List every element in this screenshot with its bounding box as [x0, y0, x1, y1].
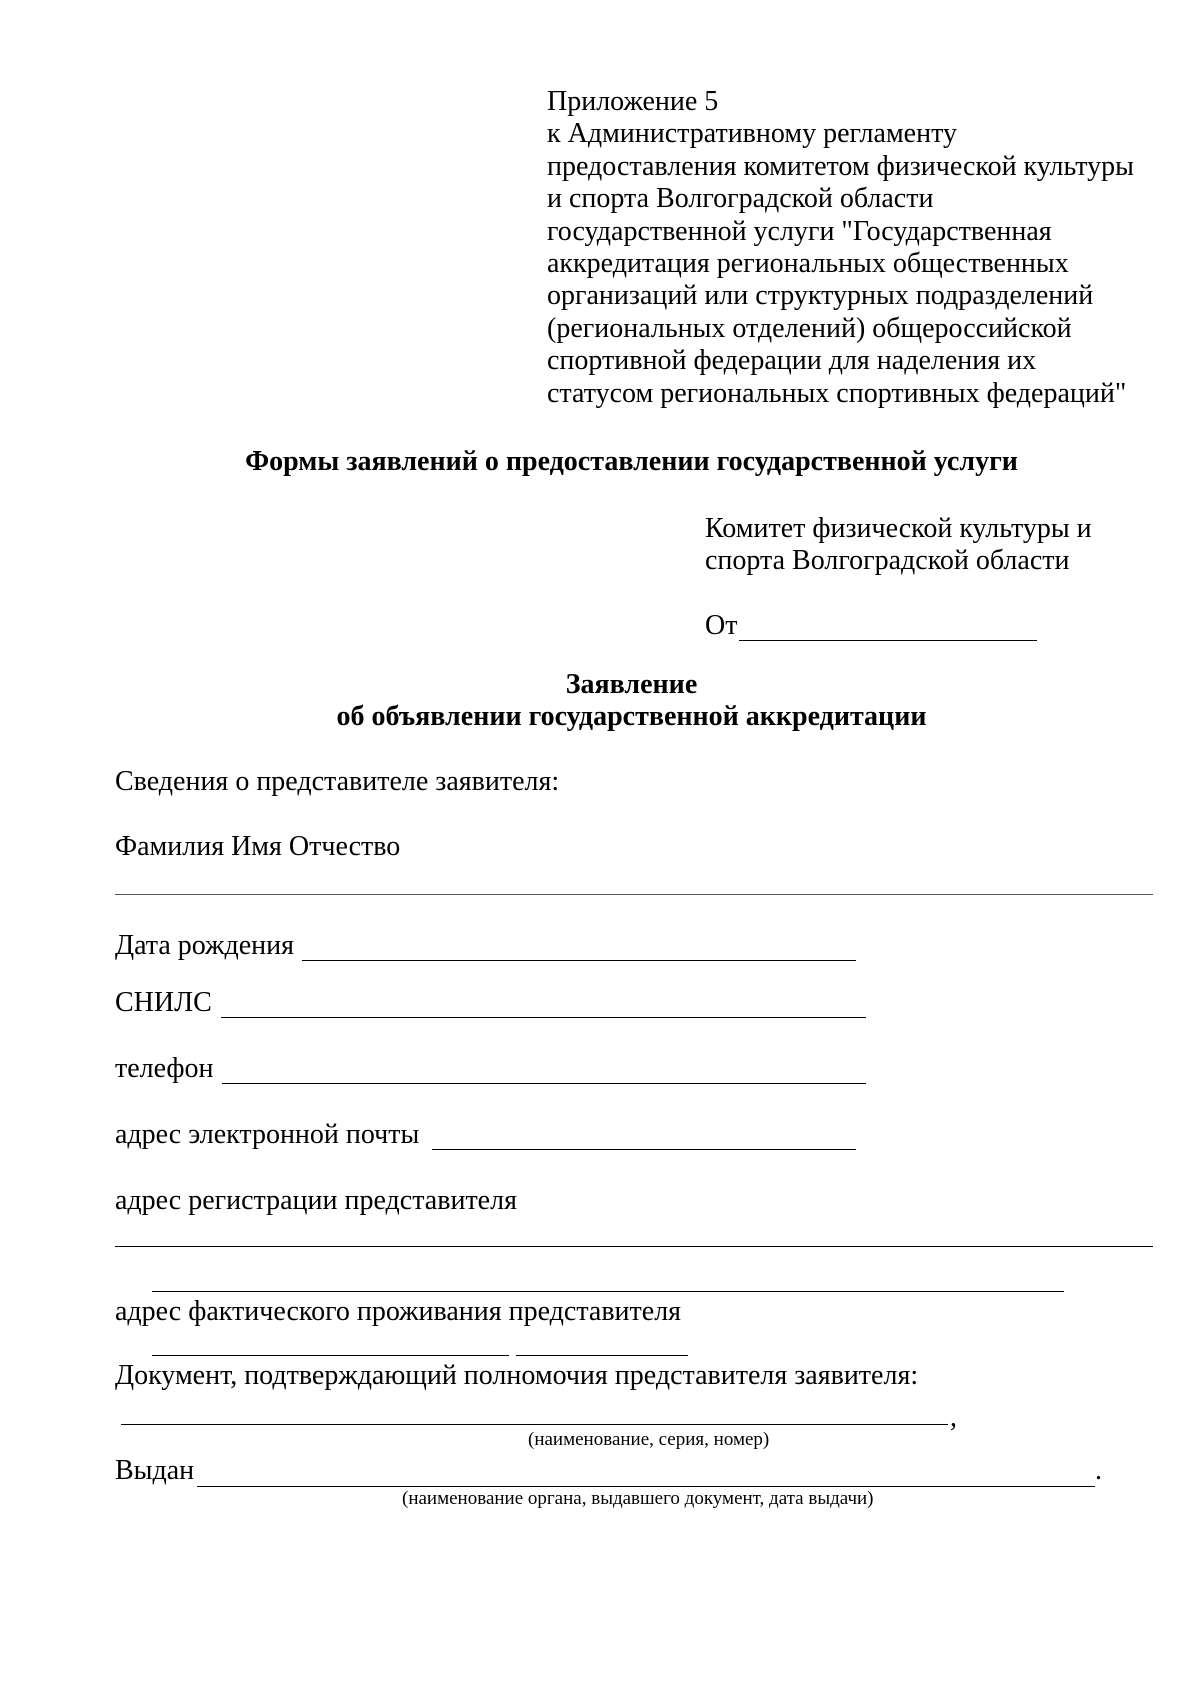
from-label: От — [705, 610, 738, 641]
annex-line: спортивной федерации для наделения их — [547, 345, 1037, 377]
actual-address-input-line-2[interactable] — [516, 1355, 688, 1356]
annex-line: и спорта Волгоградской области — [547, 183, 934, 215]
issued-input-line[interactable] — [197, 1486, 1095, 1487]
full-name-input-line[interactable] — [115, 894, 1153, 895]
phone-label: телефон — [115, 1053, 214, 1084]
annex-block — [547, 86, 1134, 410]
document-hint: (наименование, серия, номер) — [528, 1429, 770, 1450]
actual-address-input-line[interactable] — [152, 1355, 509, 1356]
actual-address-label: адрес фактического проживания представителя — [115, 1296, 682, 1327]
annex-line: государственной услуги "Государственная — [547, 215, 1052, 247]
annex-line: к Административному регламенту — [547, 118, 957, 150]
issued-hint: (наименование органа, выдавшего документ, дата выдачи) — [402, 1488, 874, 1509]
annex-line: Приложение 5 — [547, 86, 719, 117]
document-input-line[interactable] — [121, 1424, 948, 1425]
issued-label: Выдан — [115, 1455, 195, 1486]
document-label: Документ, подтверждающий полномочия представителя заявителя: — [115, 1360, 919, 1391]
reg-address-input-line[interactable] — [115, 1246, 1153, 1247]
annex-line: организаций или структурных подразделений — [547, 280, 1094, 312]
reg-address-input-line-2[interactable] — [152, 1291, 1064, 1292]
annex-line: статусом региональных спортивных федераций" — [547, 377, 1127, 409]
birth-date-label: Дата рождения — [115, 930, 294, 961]
phone-input-line[interactable] — [222, 1083, 866, 1084]
forms-title: Формы заявлений о предоставлении государственной услуги — [245, 446, 1018, 477]
email-input-line[interactable] — [432, 1149, 856, 1150]
statement-subtitle: об объявлении государственной аккредитации — [336, 701, 927, 732]
snils-input-line[interactable] — [221, 1017, 866, 1018]
full-name-label: Фамилия Имя Отчество — [115, 831, 401, 862]
addressee-line: спорта Волгоградской области — [705, 545, 1070, 576]
document-comma: , — [950, 1402, 957, 1433]
rep-info-label: Сведения о представителе заявителя: — [115, 766, 560, 797]
statement-title: Заявление — [565, 669, 698, 700]
email-label: адрес электронной почты — [115, 1119, 420, 1150]
addressee-line: Комитет физической культуры и — [705, 513, 1092, 544]
reg-address-label: адрес регистрации представителя — [115, 1185, 517, 1216]
snils-label: СНИЛС — [115, 987, 212, 1018]
annex-line: (региональных отделений) общероссийской — [547, 312, 1072, 344]
from-input-line[interactable] — [739, 640, 1037, 641]
issued-period: . — [1095, 1455, 1102, 1486]
birth-date-input-line[interactable] — [302, 960, 856, 961]
annex-line: предоставления комитетом физической культуры — [547, 150, 1134, 182]
annex-line: аккредитация региональных общественных — [547, 248, 1069, 280]
